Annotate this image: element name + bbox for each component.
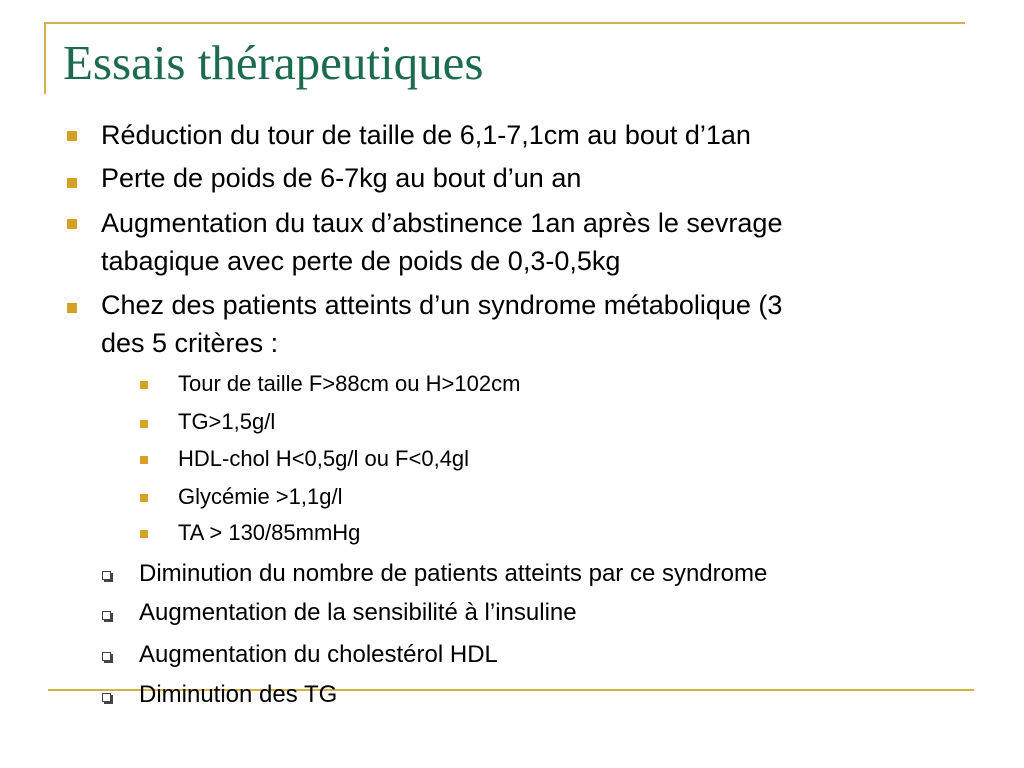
bullet-square-icon xyxy=(67,178,77,188)
frame-top-line xyxy=(44,22,965,24)
sub-bullet-square-icon xyxy=(140,530,148,538)
bullet-square-icon xyxy=(67,219,77,229)
checkbox-bullet-icon xyxy=(102,571,111,580)
bullet-text: Perte de poids de 6-7kg au bout d’un an xyxy=(101,163,582,193)
criterion-item: HDL-chol H<0,5g/l ou F<0,4gl xyxy=(178,446,470,471)
checkbox-bullet-icon xyxy=(102,611,111,620)
criterion-item: Tour de taille F>88cm ou H>102cm xyxy=(178,371,521,396)
sub-bullet-square-icon xyxy=(140,494,148,502)
outcome-item: Diminution du nombre de patients atteints par ce syndrome xyxy=(139,560,768,587)
criterion-item: TA > 130/85mmHg xyxy=(178,520,361,545)
bullet-text-line-2: tabagique avec perte de poids de 0,3-0,5kg xyxy=(101,246,621,276)
criterion-item: TG>1,5g/l xyxy=(178,409,276,434)
criterion-item: Glycémie >1,1g/l xyxy=(178,484,343,509)
sub-bullet-square-icon xyxy=(140,456,148,464)
slide-title: Essais thérapeutiques xyxy=(63,35,484,90)
bullet-square-icon xyxy=(67,303,77,313)
bullet-text-line-1: Augmentation du taux d’abstinence 1an après le sevrage xyxy=(101,208,783,238)
outcome-item: Augmentation du cholestérol HDL xyxy=(139,641,498,668)
checkbox-bullet-icon xyxy=(102,693,111,702)
bullet-square-icon xyxy=(67,131,77,141)
frame-left-line xyxy=(44,22,46,94)
sub-bullet-square-icon xyxy=(140,381,148,389)
bullet-text: Réduction du tour de taille de 6,1-7,1cm au bout d’1an xyxy=(101,120,751,150)
sub-bullet-square-icon xyxy=(140,420,148,428)
checkbox-bullet-icon xyxy=(102,652,111,661)
outcome-item: Augmentation de la sensibilité à l’insuline xyxy=(139,599,577,626)
bullet-text-line-1: Chez des patients atteints d’un syndrome métabolique (3 xyxy=(101,290,783,320)
outcome-item: Diminution des TG xyxy=(139,681,338,708)
bullet-text-line-2: des 5 critères : xyxy=(101,328,279,358)
